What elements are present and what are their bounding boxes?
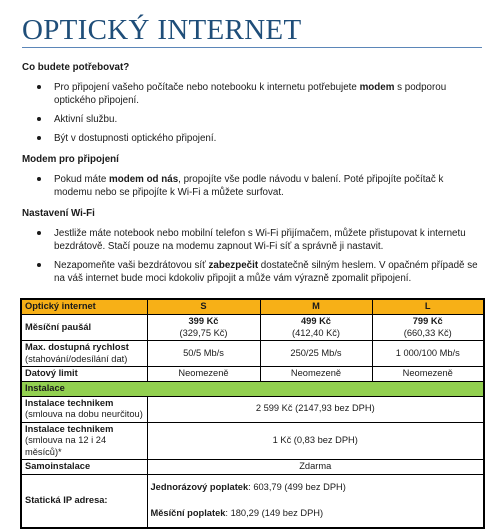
table-row [21, 341, 484, 367]
list-item: Aktivní službu. [22, 113, 484, 126]
row-label: Samoinstalace [21, 460, 147, 475]
table-cell: Zdarma [147, 460, 484, 475]
table-cell [147, 474, 484, 528]
section-needs [22, 61, 484, 145]
static-ip-monthly: Měsíční poplatek: 180,29 (149 bez DPH) [150, 507, 324, 518]
table-row [21, 396, 484, 422]
table-row [21, 474, 484, 528]
row-label: Statická IP adresa: [21, 474, 147, 528]
list-item: Pro připojení vašeho počítače nebo notebooku k internetu potřebujete modem s podporou optického připojení. [22, 81, 484, 107]
list-item: Jestliže máte notebook nebo mobilní telefon s Wi-Fi přijímačem, můžete přistupovat k internetu bezdrátově. Stačí pouze na modemu zapnout Wi-Fi síť a správně ji nastavit. [22, 227, 484, 253]
table-cell: 1 Kč (0,83 bez DPH) [147, 422, 484, 460]
row-label: Instalace technikem (smlouva na 12 i 24 měsíců)* [21, 422, 147, 460]
page-title: OPTICKÝ INTERNET [22, 14, 302, 46]
table-row [21, 460, 484, 475]
section-heading-wifi: Nastavení Wi-Fi [22, 208, 95, 219]
table-cell: 2 599 Kč (2147,93 bez DPH) [147, 396, 484, 422]
row-label: Max. dostupná rychlost (stahování/odesílání dat) [21, 341, 147, 367]
table-cell: Neomezeně [372, 367, 484, 382]
table-header-row [21, 299, 484, 315]
band-label: Instalace [21, 381, 484, 396]
header-cell: M [260, 299, 372, 315]
table-cell: 250/25 Mb/s [260, 341, 372, 367]
static-ip-onetime: Jednorázový poplatek: 603,79 (499 bez DPH) [150, 482, 346, 493]
table-cell: 50/5 Mb/s [147, 341, 260, 367]
needs-list [22, 81, 484, 145]
table-cell: 1 000/100 Mb/s [372, 341, 484, 367]
header-cell: Optický internet [21, 299, 147, 315]
modem-list [22, 173, 484, 199]
table-row [21, 315, 484, 341]
list-item: Pokud máte modem od nás, propojíte vše podle návodu v balení. Poté připojíte počítač k modemu nebo se připojíte k Wi-Fi a můžete surfovat. [22, 173, 484, 199]
list-item: Být v dostupnosti optického připojení. [22, 132, 484, 145]
pricing-table [20, 298, 485, 529]
title-underline [22, 47, 482, 48]
table-cell: 499 Kč (412,40 Kč) [260, 315, 372, 341]
section-heading-needs: Co budete potřebovat? [22, 62, 130, 73]
table-cell: Neomezeně [260, 367, 372, 382]
row-label: Instalace technikem (smlouva na dobu neurčitou) [21, 396, 147, 422]
table-cell: Neomezeně [147, 367, 260, 382]
wifi-list [22, 227, 484, 285]
table-cell: 799 Kč (660,33 Kč) [372, 315, 484, 341]
table-row [21, 422, 484, 460]
row-label: Měsíční paušál [21, 315, 147, 341]
installation-band-row [21, 381, 484, 396]
section-modem [22, 153, 484, 199]
section-wifi [22, 207, 484, 285]
section-heading-modem: Modem pro připojení [22, 154, 119, 165]
table-row [21, 367, 484, 382]
list-item: Nezapomeňte vaši bezdrátovou síť zabezpečit dostatečně silným heslem. V opačném případě se na váš internet bude moci kdokoliv připojit a může vám výrazně zpomalit připojení. [22, 259, 484, 285]
header-cell: L [372, 299, 484, 315]
document-body [22, 61, 484, 293]
table-cell: 399 Kč (329,75 Kč) [147, 315, 260, 341]
header-cell: S [147, 299, 260, 315]
row-label: Datový limit [21, 367, 147, 382]
